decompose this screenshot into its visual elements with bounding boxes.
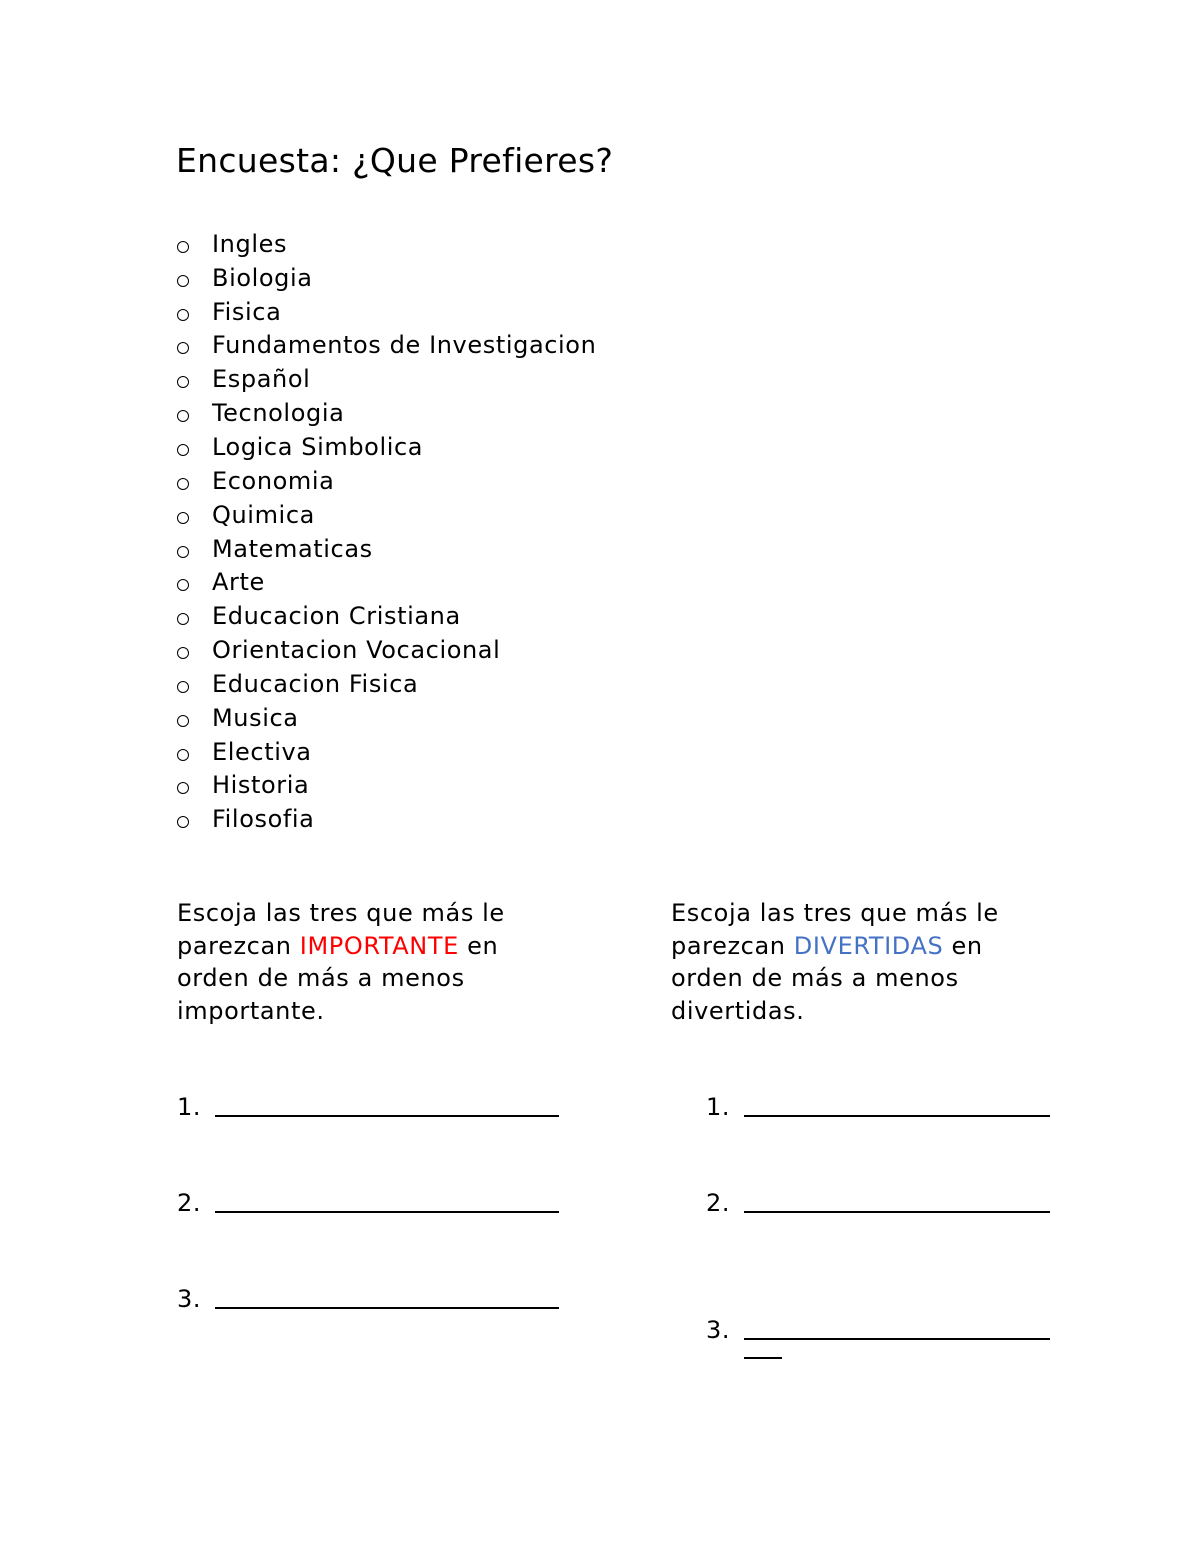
instruction-text: Escoja las tres que más le parezcan (177, 899, 505, 960)
subject-label: Filosofia (212, 805, 315, 834)
rank-number: 2. (177, 1189, 202, 1217)
hollow-circle-icon (177, 444, 189, 456)
list-item[interactable] (176, 565, 596, 599)
subject-label: Orientacion Vocacional (212, 636, 501, 665)
important-rank-1[interactable] (177, 1093, 559, 1121)
list-item[interactable] (176, 769, 596, 803)
answer-blank[interactable] (215, 1115, 559, 1117)
list-item[interactable] (176, 464, 596, 498)
rank-number: 3. (177, 1285, 202, 1313)
fun-rank-1[interactable] (706, 1093, 1050, 1121)
answer-blank[interactable] (744, 1115, 1050, 1117)
fun-rank-3-overflow[interactable] (744, 1355, 782, 1357)
subject-label: Historia (212, 771, 310, 800)
hollow-circle-icon (177, 613, 189, 625)
rank-number: 1. (706, 1093, 731, 1121)
list-item[interactable] (176, 599, 596, 633)
instruction-text: Escoja las tres que más le parezcan (671, 899, 999, 960)
subject-label: Arte (212, 568, 265, 597)
answer-blank-continuation[interactable] (744, 1357, 782, 1359)
important-instructions (177, 897, 537, 1028)
subject-list (176, 227, 596, 836)
rank-number: 2. (706, 1189, 731, 1217)
answer-blank[interactable] (744, 1211, 1050, 1213)
list-item[interactable] (176, 633, 596, 667)
answer-blank[interactable] (215, 1211, 559, 1213)
hollow-circle-icon (177, 647, 189, 659)
list-item[interactable] (176, 227, 596, 261)
rank-number: 1. (177, 1093, 202, 1121)
answer-blank[interactable] (744, 1338, 1050, 1340)
list-item[interactable] (176, 735, 596, 769)
subject-label: Matematicas (212, 534, 373, 563)
list-item[interactable] (176, 329, 596, 363)
answer-blank[interactable] (215, 1307, 559, 1309)
important-keyword: IMPORTANTE (299, 931, 459, 960)
subject-label: Logica Simbolica (212, 432, 424, 461)
important-rank-3[interactable] (177, 1285, 559, 1313)
subject-label: Tecnologia (212, 399, 345, 428)
subject-label: Fisica (212, 297, 282, 326)
subject-label: Biologia (212, 263, 313, 292)
hollow-circle-icon (177, 376, 189, 388)
hollow-circle-icon (177, 749, 189, 761)
hollow-circle-icon (177, 579, 189, 591)
hollow-circle-icon (177, 275, 189, 287)
important-rank-2[interactable] (177, 1189, 559, 1217)
list-item[interactable] (176, 261, 596, 295)
subject-label: Español (212, 365, 311, 394)
list-item[interactable] (176, 802, 596, 836)
rank-number: 3. (706, 1316, 731, 1344)
list-item[interactable] (176, 430, 596, 464)
instruction-text: en orden de más a menos divertidas. (671, 931, 983, 1026)
subject-label: Musica (212, 703, 299, 732)
page-title: Encuesta: ¿Que Prefieres? (176, 141, 614, 180)
list-item[interactable] (176, 362, 596, 396)
list-item[interactable] (176, 667, 596, 701)
list-item[interactable] (176, 498, 596, 532)
hollow-circle-icon (177, 342, 189, 354)
fun-keyword: DIVERTIDAS (793, 931, 944, 960)
hollow-circle-icon (177, 546, 189, 558)
hollow-circle-icon (177, 512, 189, 524)
hollow-circle-icon (177, 241, 189, 253)
hollow-circle-icon (177, 782, 189, 794)
subject-label: Quimica (212, 500, 315, 529)
instruction-text: en orden de más a menos importante. (177, 931, 499, 1026)
hollow-circle-icon (177, 715, 189, 727)
subject-label: Economia (212, 466, 335, 495)
hollow-circle-icon (177, 478, 189, 490)
fun-instructions (671, 897, 1031, 1028)
fun-rank-3[interactable] (706, 1316, 1050, 1344)
fun-rank-2[interactable] (706, 1189, 1050, 1217)
hollow-circle-icon (177, 410, 189, 422)
list-item[interactable] (176, 396, 596, 430)
list-item[interactable] (176, 701, 596, 735)
subject-label: Educacion Fisica (212, 669, 419, 698)
list-item[interactable] (176, 295, 596, 329)
hollow-circle-icon (177, 681, 189, 693)
hollow-circle-icon (177, 816, 189, 828)
subject-label: Electiva (212, 737, 312, 766)
hollow-circle-icon (177, 309, 189, 321)
list-item[interactable] (176, 532, 596, 566)
subject-label: Educacion Cristiana (212, 602, 461, 631)
subject-label: Ingles (212, 229, 288, 258)
subject-label: Fundamentos de Investigacion (212, 331, 597, 360)
